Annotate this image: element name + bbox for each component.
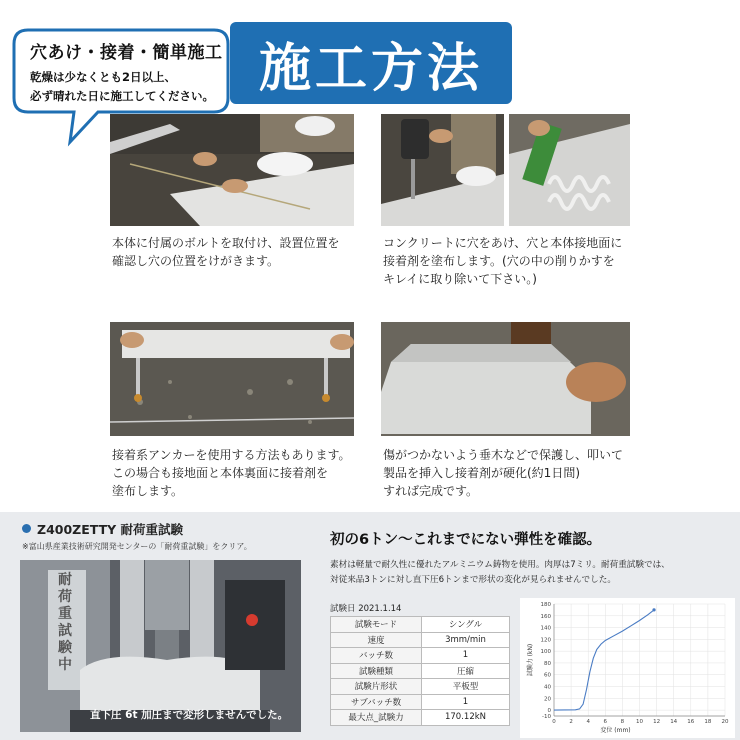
test-spec-table [330,616,510,726]
x-tick-label: 0 [552,719,556,725]
bubble-line-1: 乾燥は少なくとも2日以上、 [30,70,177,84]
x-tick-label: 20 [721,719,729,725]
table-value: シングル [422,617,510,633]
caption-line: 接着剤を塗布します。(穴の中の削りかすを [383,254,615,268]
y-tick-label: 80 [544,660,551,667]
table-value: 平板型 [422,679,510,695]
max-point-marker [652,608,655,611]
y-tick-label: 120 [540,637,551,644]
caption-line: 傷がつかないよう垂木などで保護し、叩いて [383,448,624,462]
chart-x-axis-label: 変位 (mm) [600,727,631,734]
test-headline: 初の6トン〜これまでにない弾性を確認。 [330,532,602,548]
test-description-1: 素材は軽量で耐久性に優れたアルミニウム鋳物を使用。肉厚は7ミリ。耐荷重試験では、 [330,560,670,570]
x-tick-label: 4 [586,719,590,725]
table-label: 試験片形状 [331,679,422,695]
caption-line: コンクリートに穴をあけ、穴と本体接地面に [383,236,623,250]
chart-background [520,598,735,738]
test-date: 試験日 2021.1.14 [330,604,402,614]
bubble-line-2: 必ず晴れた日に施工してください。 [30,89,214,103]
table-row [331,632,510,648]
caption-line: すれば完成です。 [383,484,479,498]
y-tick-label: 0 [547,708,551,715]
y-tick-label: -10 [542,714,551,720]
x-tick-label: 14 [670,719,678,725]
bullet-icon [22,524,31,533]
y-tick-label: 40 [544,684,551,691]
y-tick-label: 180 [540,602,551,608]
table-label: 試験種類 [331,663,422,679]
step-1-caption [112,234,340,270]
table-row [331,617,510,633]
table-row [331,694,510,710]
x-tick-label: 2 [569,719,573,725]
step-4-caption [383,446,623,500]
chart-y-axis-label: 試験力 (kN) [527,643,534,677]
table-value: 圧縮 [422,663,510,679]
caption-line: 製品を挿入し接着剤が硬化(約1日間) [383,466,580,480]
load-displacement-chart [520,598,735,738]
table-value: 1 [422,694,510,710]
table-label: 速度 [331,632,422,648]
test-note: ※富山県産業技術研究開発センターの「耐荷重試験」をクリア。 [22,542,252,551]
bubble-title: 穴あけ・接着・簡単施工 [30,43,223,63]
photo-anchors [110,322,354,436]
table-label: 最大点_試験力 [331,710,422,726]
test-title-text: Z400ZETTY 耐荷重試験 [37,522,184,537]
x-tick-label: 8 [620,719,625,725]
caption-line: 接着系アンカーを使用する方法もあります。 [112,448,351,462]
y-tick-label: 100 [540,649,551,656]
y-tick-label: 160 [540,613,551,620]
photo-drilling [381,114,504,226]
caption-line: キレイに取り除いて下さい。) [383,272,537,286]
caption-line: 確認し穴の位置をけがきます。 [112,254,280,268]
caption-line: 塗布します。 [112,484,184,498]
table-row [331,679,510,695]
x-tick-label: 10 [636,719,643,725]
step-2-caption [383,234,622,288]
test-title [22,520,183,538]
test-description-2: 対従来品3トンに対し直下圧6トンまで形状の変化が見られませんでした。 [330,575,616,585]
table-value: 3mm/min [422,632,510,648]
table-label: バッチ数 [331,648,422,664]
table-row [331,648,510,664]
x-tick-label: 16 [687,719,695,725]
x-tick-label: 18 [704,719,712,725]
caption-line: この場合も接地面と本体裏面に接着剤を [112,466,329,480]
table-row [331,710,510,726]
y-tick-label: 20 [544,696,551,703]
photo-adhesive [509,114,630,226]
table-label: 試験モード [331,617,422,633]
photo-marking [110,114,354,226]
machine-caption: 直下圧 6t 加圧まで変形しませんでした。 [90,709,289,721]
test-sign: 耐荷重試験中 [58,572,72,673]
page-title: 施工方法 [258,38,483,99]
y-tick-label: 140 [540,625,551,632]
table-row [331,663,510,679]
photo-finished [381,322,630,436]
step-3-caption [112,446,351,500]
caption-line: 本体に付属のボルトを取付け、設置位置を [112,236,340,250]
speech-bubble [8,26,230,124]
page-title-box [230,22,512,104]
table-label: サブバッチ数 [331,694,422,710]
table-value: 1 [422,648,510,664]
x-tick-label: 6 [603,719,608,725]
y-tick-label: 60 [544,672,551,679]
x-tick-label: 12 [653,719,661,725]
table-value: 170.12kN [422,710,510,726]
